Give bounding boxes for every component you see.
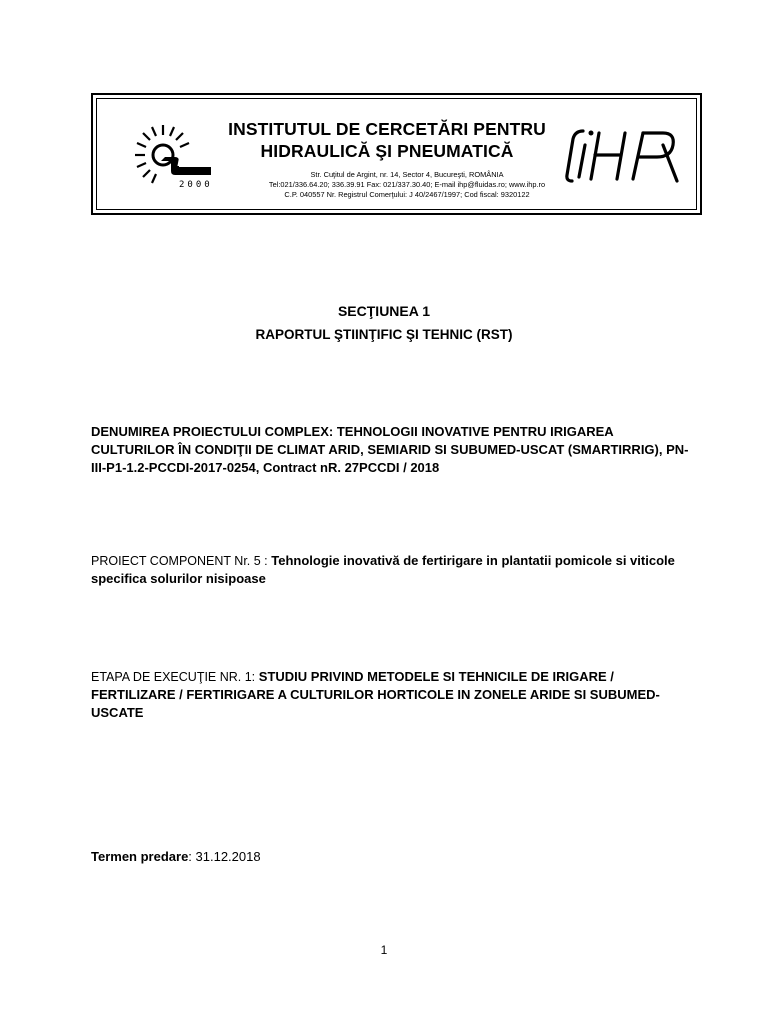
institute-address [237,170,577,200]
execution-stage-paragraph [91,668,691,722]
component-project-text: Tehnologie inovativă de fertirigare in plantatii pomicole si viticole specifica solurilor nisipoase [91,553,675,586]
address-line1: Str. Cuţitul de Argint, nr. 14, Sector 4, Bucureşti, ROMÂNIA [310,170,504,179]
execution-stage-text: STUDIU PRIVIND METODELE SI TEHNICILE DE IRIGARE / FERTILIZARE / FERTIRIGARE A CULTURILOR HORTICOLE IN ZONELE ARIDE SI SUBUMED-USCATE [91,669,660,720]
complex-project-label: DENUMIREA PROIECTULUI COMPLEX: [91,424,334,439]
page-number: 1 [380,943,388,957]
deadline [91,849,261,864]
svg-text:noe: noe [177,152,209,170]
address-line2: Tel:021/336.64.20; 336.39.91 Fax: 021/337.30.40; E-mail ihp@fluidas.ro; www.ihp.ro [268,180,546,189]
institute-title-line2: HIDRAULICĂ ŞI PNEUMATICĂ [260,141,514,161]
complex-project-text: TEHNOLOGII INOVATIVE PENTRU IRIGAREA CULTURILOR ÎN CONDIŢII DE CLIMAT ARID, SEMIARID SI SUBUMED-USCAT (SMARTIRRIG), PN-III-P1-1.2-PCCDI-2017-0254, Contract nR. 27PCCDI / 2018 [91,424,689,475]
component-project-label: PROIECT COMPONENT Nr. 5 : [91,554,268,568]
deadline-value: : 31.12.2018 [188,849,261,864]
institute-title [217,118,557,162]
header-inner-frame [96,98,697,210]
deadline-label: Termen predare [91,849,189,864]
institute-header [91,93,702,215]
execution-stage-label: ETAPA DE EXECUŢIE NR. 1: [91,670,256,684]
component-project-paragraph [91,552,691,588]
section-subtitle: RAPORTUL ŞTIINŢIFIC ŞI TEHNIC (RST) [255,327,513,342]
institute-title-line1: INSTITUTUL DE CERCETĂRI PENTRU [228,119,546,139]
ihp-logo [565,125,683,187]
inoe-logo [125,121,221,191]
svg-text:2000: 2000 [179,180,213,190]
complex-project-paragraph [91,423,691,477]
section-title: SECŢIUNEA 1 [337,303,431,319]
address-line3: C.P. 040557 Nr. Registrul Comerţului: J 40/2467/1997; Cod fiscal: 9320122 [284,190,530,199]
